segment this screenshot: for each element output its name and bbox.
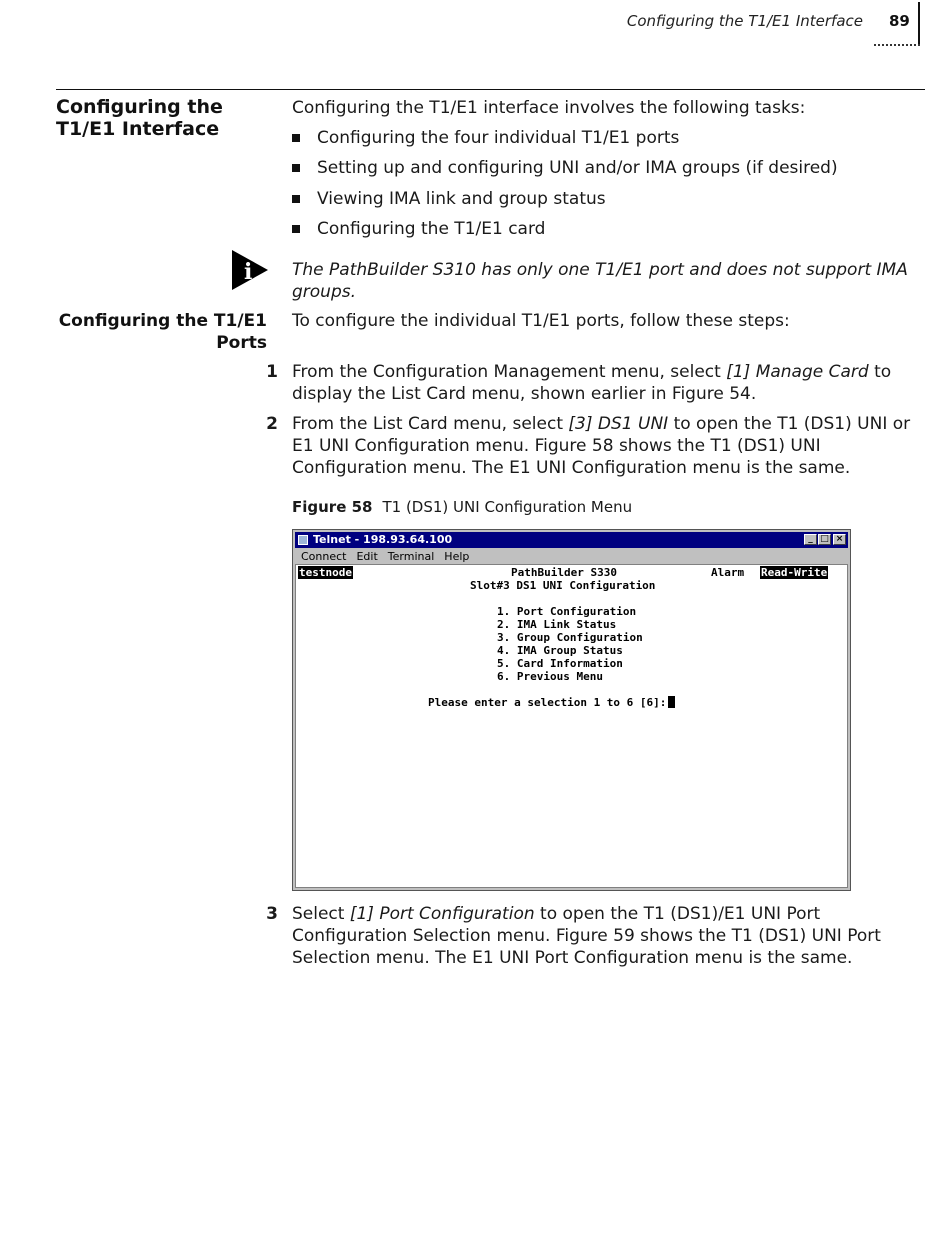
selection-prompt-text: Please enter a selection 1 to 6 [6]: <box>428 696 667 709</box>
step-number: 1 <box>266 362 278 382</box>
menu-option: 4. IMA Group Status <box>497 644 623 657</box>
info-icon <box>230 249 270 295</box>
figure-caption <box>292 497 632 517</box>
bullet-item: Configuring the T1/E1 card <box>317 219 546 239</box>
bullet-item: Setting up and configuring UNI and/or IMA groups (if desired) <box>317 158 838 178</box>
section-heading: Configuring the T1/E1 Interface <box>56 96 223 140</box>
bullet-marker <box>292 164 300 172</box>
svg-text:i: i <box>244 259 253 285</box>
menu-edit[interactable]: Edit <box>356 550 378 563</box>
step-text-part: to display the List Card menu, shown earlier in Figure 54. <box>292 362 892 404</box>
figure-caption-text: T1 (DS1) UNI Configuration Menu <box>382 498 633 516</box>
terminal-cursor <box>668 696 675 708</box>
subsection-intro: To configure the individual T1/E1 ports, follow these steps: <box>292 311 790 331</box>
telnet-app-icon <box>298 535 308 545</box>
telnet-window <box>292 529 851 891</box>
step-number: 3 <box>266 904 278 924</box>
alarm-indicator: Alarm <box>711 566 745 579</box>
terminal-screen[interactable] <box>295 564 848 888</box>
bullet-marker <box>292 225 300 233</box>
minimize-button[interactable]: _ <box>804 534 817 545</box>
telnet-title-bar[interactable] <box>295 532 848 548</box>
menu-option: 1. Port Configuration <box>497 605 637 618</box>
menu-terminal[interactable]: Terminal <box>387 550 435 563</box>
page-number-rule <box>918 2 920 46</box>
maximize-button[interactable]: □ <box>818 534 831 545</box>
selection-prompt <box>428 696 675 709</box>
step-text-part: to open the T1 (DS1) UNI or E1 UNI Configuration menu. Figure 58 shows the T1 (DS1) UNI Configuration menu. The E1 UNI Configuration menu is the same. <box>292 414 911 478</box>
step-number: 2 <box>266 414 278 434</box>
menu-option: 2. IMA Link Status <box>497 618 617 631</box>
step-text <box>292 413 932 479</box>
bullet-item: Viewing IMA link and group status <box>317 189 606 209</box>
step-menu-reference: [3] DS1 UNI <box>568 414 669 434</box>
telnet-title: Telnet - 198.93.64.100 <box>313 533 453 546</box>
step-text <box>292 361 932 405</box>
step-text-part: Select <box>292 904 350 924</box>
step-text-part: to open the T1 (DS1)/E1 UNI Port Configuration Selection menu. Figure 59 shows the T1 (DS1) UNI Port Selection menu. The E1 UNI Port Configuration menu is the same. <box>292 904 881 968</box>
telnet-menu-bar <box>295 549 848 564</box>
page-number-dotted-rule <box>874 44 920 46</box>
subsection-heading: Configuring the T1/E1 Ports <box>58 311 267 353</box>
running-header-title: Configuring the T1/E1 Interface <box>626 12 863 30</box>
step-text-part: From the List Card menu, select <box>292 414 569 434</box>
node-name: testnode <box>299 566 352 579</box>
menu-connect[interactable]: Connect <box>301 550 347 563</box>
close-button[interactable]: × <box>833 534 846 545</box>
step-text <box>292 903 917 969</box>
note-text: The PathBuilder S310 has only one T1/E1 port and does not support IMA groups. <box>292 260 908 302</box>
page-number: 89 <box>889 12 910 30</box>
figure-label: Figure 58 <box>292 498 373 516</box>
section-rule <box>56 89 925 90</box>
access-mode: Read-Write <box>761 566 828 579</box>
bullet-item: Configuring the four individual T1/E1 ports <box>317 128 680 148</box>
step-text-part: From the Configuration Management menu, select <box>292 362 727 382</box>
menu-option: 3. Group Configuration <box>497 631 643 644</box>
bullet-marker <box>292 134 300 142</box>
section-intro: Configuring the T1/E1 interface involves the following tasks: <box>292 98 806 118</box>
step-menu-reference: [1] Port Configuration <box>349 904 535 924</box>
menu-option: 6. Previous Menu <box>497 670 603 683</box>
product-name: PathBuilder S330 <box>511 566 617 579</box>
bullet-marker <box>292 195 300 203</box>
menu-help[interactable]: Help <box>444 550 470 563</box>
screen-title: Slot#3 DS1 UNI Configuration <box>470 579 656 592</box>
step-menu-reference: [1] Manage Card <box>726 362 869 382</box>
menu-option: 5. Card Information <box>497 657 623 670</box>
